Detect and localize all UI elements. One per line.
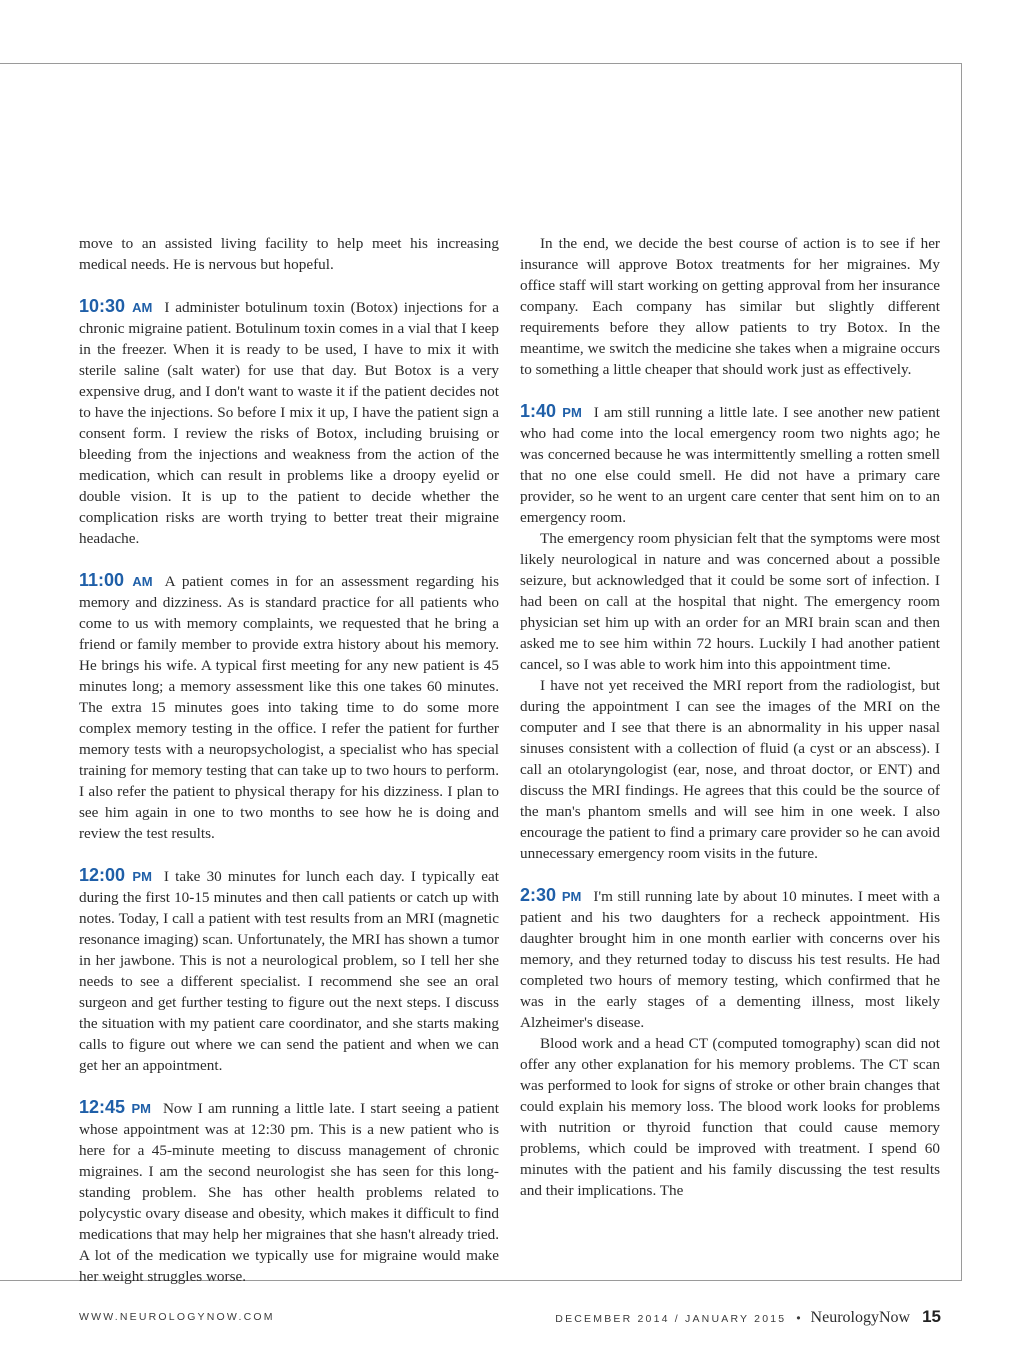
frame-rule-top — [0, 63, 962, 64]
paragraph: move to an assisted living facility to help meet his increasing medical needs. He is nervous but hopeful. — [79, 235, 499, 273]
entry-text: I administer botulinum toxin (Botox) injections for a chronic migraine patient. Botulinum toxin comes in a vial that I keep in the freezer. When it is ready to be used, I have to mix it with sterile saline (salt water) for use that day. But Botox is a very expensive drug, and I don't want to waste it if the patient decides not to have the injections. So before I mix it up, I have the patient sign a consent form. I review the risks of Botox, including bruising or bleeding from the injections and weakness from the action of the medication, which can result in problems like a droopy eyelid or double vision. It is up to the patient to decide whether the complication risks are worth trying to better treat their migraine headache. — [79, 299, 499, 547]
time-stamp: 1:40 PM — [520, 401, 582, 421]
entry-1200 — [79, 865, 499, 1076]
frame-rule-right — [961, 63, 962, 1281]
time-stamp: 12:45 PM — [79, 1097, 151, 1117]
paragraph: I have not yet received the MRI report from the radiologist, but during the appointment I can see the images of the MRI on the computer and I see that there is an abnormality in his upper nasal sinuses consistent with a collection of fluid (a cyst or an abscess). I call an otolaryngologist (ear, nose, and throat doctor, or ENT) and discuss the MRI findings. He agrees that this could be the source of the man's phantom smells and will see him in one week. I also encourage the patient to find a primary care provider so he can avoid unnecessary emergency room visits in the future. — [520, 677, 940, 862]
time-stamp: 12:00 PM — [79, 865, 152, 885]
entry-text: I'm still running late by about 10 minutes. I meet with a patient and his two daughters for a recheck appointment. His daughter brought him in one month earlier with concerns over his memory, and they returned today to discuss his test results. He had completed two hours of memory testing, which confirmed that he was in the early stages of a dementing illness, most likely Alzheimer's disease. — [520, 888, 940, 1031]
website-url: WWW.NEUROLOGYNOW.COM — [79, 1311, 275, 1323]
paragraph: Blood work and a head CT (computed tomography) scan did not offer any other explanation for his memory problems. The CT scan was performed to look for signs of stroke or other brain changes that could explain his memory loss. The blood work looks for problems with nutrition or thyroid function that could cause memory problems, which could be improved with treatment. I spend 60 minutes with the patient and his family discussing the test results and their implications. The — [520, 1035, 940, 1199]
page-number: 15 — [922, 1307, 941, 1326]
left-column — [79, 233, 499, 1287]
right-column — [520, 233, 940, 1201]
issue-date: DECEMBER 2014 / JANUARY 2015 — [555, 1313, 787, 1325]
entry-text: I take 30 minutes for lunch each day. I typically eat during the first 10-15 minutes and then call patients or catch up with notes. Today, I call a patient with test results from an MRI (magnetic resonance imaging) scan. Unfortunately, the MRI has shown a tumor in her jawbone. This is not a neurological problem, so I tell her she needs to see a different specialist. I recommend she see an oral surgeon and get further testing to figure out the next steps. I discuss the situation with my patient care coordinator, and she starts making calls to figure out where we can send the patient and when we can get her an appointment. — [79, 868, 499, 1074]
time-stamp: 11:00 AM — [79, 570, 153, 590]
entry-text: A patient comes in for an assessment regarding his memory and dizziness. As is standard practice for all patients who come to us with memory complaints, we requested that he bring a friend or family member to provide extra history about his memory. He brings his wife. A typical first meeting for any new patient is 45 minutes long; a memory assessment like this one takes 60 minutes. The extra 15 minutes goes into taking time to do some more complex memory testing in the office. I refer the patient for further memory tests with a neuropsychologist, a specialist who has special training for memory testing that can take up to two hours to perform. I also refer the patient to physical therapy for his dizziness. I plan to see him again in one to two months to see how he is doing and review the test results. — [79, 573, 499, 842]
entry-1100 — [79, 570, 499, 844]
entry-1245 — [79, 1097, 499, 1287]
time-stamp: 2:30 PM — [520, 885, 582, 905]
time-stamp: 10:30 AM — [79, 296, 153, 316]
paragraph: In the end, we decide the best course of action is to see if her insurance will approve Botox treatments for her migraines. My office staff will start working on getting approval from her insurance company. Each company has similar but slightly different requirements before they allow patients to try Botox. In the meantime, we switch the medicine she takes when a migraine occurs to something a little cheaper that should work just as effectively. — [520, 235, 940, 378]
entry-230 — [520, 885, 940, 1033]
entry-140 — [520, 401, 940, 528]
entry-text: I am still running a little late. I see another new patient who had come into the local emergency room two nights ago; he was concerned because he was intermittently smelling a rotten smell that no one else could smell. He did not have a primary care provider, so he went to an urgent care center that sent him on to an emergency room. — [520, 404, 940, 526]
magazine-name: NeurologyNow — [810, 1309, 911, 1326]
paragraph: The emergency room physician felt that the symptoms were most likely neurological in nature and was concerned about a possible seizure, but acknowledged that it could be some sort of infection. I had been on call at the hospital that night. The emergency room physician set him up with an order for an MRI brain scan and then asked me to see him within 72 hours. Luckily I had another patient cancel, so I was able to work him into this appointment time. — [520, 530, 940, 673]
footer-right — [555, 1307, 941, 1327]
page-footer — [79, 1306, 941, 1328]
entry-text: Now I am running a little late. I start seeing a patient whose appointment was at 12:30 pm. This is a new patient who is here for a 45-minute meeting to discuss management of chronic migraines. I am the second neurologist she has seen for this long-standing problem. She has other health problems related to polycystic ovary disease and obesity, which makes it difficult to find medications that may help her migraines that she hasn't already tried. A lot of the medication we typically use for migraine would make her weight struggles worse. — [79, 1100, 499, 1285]
entry-1030 — [79, 296, 499, 549]
bullet-separator: • — [796, 1311, 801, 1325]
